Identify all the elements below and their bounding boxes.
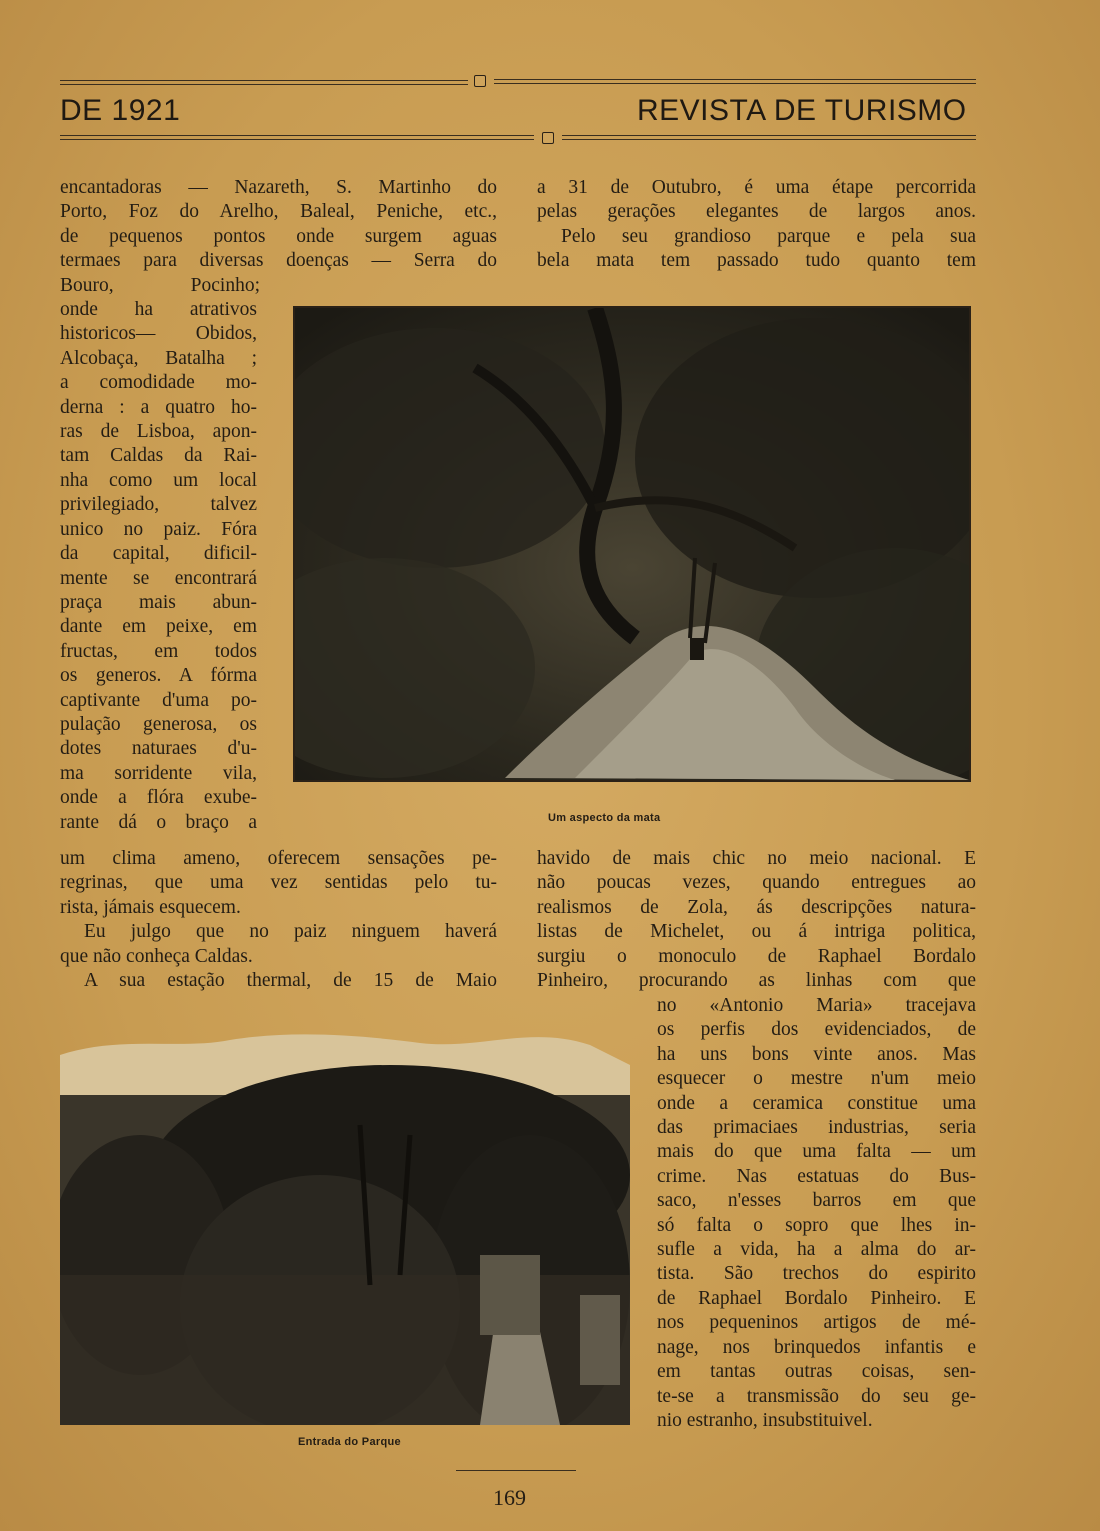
- text-line: a 31 de Outubro, é uma étape percorrida: [537, 177, 976, 198]
- footer-rule: [456, 1470, 576, 1471]
- right-column-narrow-text: [657, 994, 976, 1433]
- text-line: nio estranho, insubstituivel.: [657, 1409, 873, 1431]
- text-line: ha uns bons vinte anos. Mas: [657, 1043, 976, 1065]
- text-line: só falta o sopro que lhes in-: [657, 1214, 976, 1236]
- text-line: Eu julgo que no paiz ninguem haverá: [84, 921, 497, 943]
- text-line: regrinas, que uma vez sentidas pelo tu-: [60, 872, 497, 894]
- text-line: Bouro, Pocinho;: [60, 274, 260, 296]
- header-right-title: REVISTA DE TURISMO: [637, 94, 967, 127]
- text-line: tista. São trechos do espirito: [657, 1263, 976, 1285]
- text-line: os perfis dos evidenciados, de: [657, 1019, 976, 1041]
- text-line: onde ha atrativos: [60, 299, 257, 321]
- text-line: a comodidade mo-: [60, 372, 257, 394]
- text-line: de pequenos pontos onde surgem aguas: [60, 225, 497, 247]
- text-line: crime. Nas estatuas do Bus-: [657, 1165, 976, 1187]
- park-entrance-caption: Entrada do Parque: [298, 1436, 401, 1448]
- text-line: havido de mais chic no meio nacional. E: [537, 848, 976, 869]
- text-line: ma sorridente vila,: [60, 762, 257, 784]
- text-line: praça mais abun-: [60, 591, 257, 613]
- text-line: Pelo seu grandioso parque e pela sua: [561, 225, 976, 247]
- text-line: Porto, Foz do Arelho, Baleal, Peniche, etc.,: [60, 201, 497, 223]
- header-left-date: DE 1921: [60, 94, 181, 127]
- header-top-rule-left: [60, 80, 468, 81]
- forest-photo-caption: Um aspecto da mata: [548, 812, 661, 824]
- text-line: rista, jámais esquecem.: [60, 896, 241, 918]
- text-line: rante dá o braço a: [60, 811, 257, 833]
- page-number: 169: [493, 1485, 526, 1510]
- text-line: ras de Lisboa, apon-: [60, 421, 257, 443]
- text-line: unico no paiz. Fóra: [60, 518, 257, 540]
- header-top-rule-left-thin: [60, 84, 468, 85]
- text-line: surgiu o monoculo de Raphael Bordalo: [537, 945, 976, 967]
- text-line: pulação generosa, os: [60, 713, 257, 735]
- text-line: de Raphael Bordalo Pinheiro. E: [657, 1287, 976, 1309]
- header-ornament-top: [474, 75, 486, 87]
- text-line: que não conheça Caldas.: [60, 945, 253, 967]
- park-entrance-illustration: [60, 1025, 630, 1425]
- text-line: nha como um local: [60, 469, 257, 491]
- forest-photo: [293, 306, 971, 782]
- right-column-mid-text: [537, 847, 976, 993]
- text-line: listas de Michelet, ou á intriga politica,: [537, 921, 976, 943]
- text-line: não poucas vezes, quando entregues ao: [537, 872, 976, 894]
- text-line: um clima ameno, oferecem sensações pe-: [60, 848, 497, 869]
- text-line: Pinheiro, procurando as linhas com que: [537, 970, 976, 992]
- left-column-full-text: [60, 847, 497, 993]
- text-line: tam Caldas da Rai-: [60, 445, 257, 467]
- header-bottom-rule-left: [60, 135, 534, 140]
- text-line: em tantas outras coisas, sen-: [657, 1361, 976, 1383]
- text-line: privilegiado, talvez: [60, 494, 257, 516]
- text-line: onde a flóra exube-: [60, 787, 257, 809]
- text-line: nos pequeninos artigos de mé-: [657, 1312, 976, 1334]
- text-line: dante em peixe, em: [60, 616, 257, 638]
- text-line: dotes naturaes d'u-: [60, 738, 257, 760]
- text-line: A sua estação thermal, de 15 de Maio: [84, 970, 497, 992]
- text-line: captivante d'uma po-: [60, 689, 257, 711]
- text-line: os generos. A fórma: [60, 665, 257, 687]
- text-line: realismos de Zola, ás descripções natura-: [537, 896, 976, 918]
- text-line: esquecer o mestre n'um meio: [657, 1068, 976, 1090]
- text-line: historicos— Obidos,: [60, 323, 257, 345]
- text-line: mente se encontrará: [60, 567, 257, 589]
- text-line: termaes para diversas doenças — Serra do: [60, 250, 497, 272]
- text-line: fructas, em todos: [60, 640, 257, 662]
- forest-illustration: [295, 308, 969, 780]
- text-line: nage, nos brinquedos infantis e: [657, 1336, 976, 1358]
- text-line: no «Antonio Maria» tracejava: [657, 995, 976, 1016]
- text-line: saco, n'esses barros em que: [657, 1190, 976, 1212]
- text-line: Alcobaça, Batalha ;: [60, 347, 257, 369]
- park-entrance-photo: [60, 1025, 630, 1425]
- text-line: onde a ceramica constitue uma: [657, 1092, 976, 1114]
- text-line: das primaciaes industrias, seria: [657, 1117, 976, 1139]
- text-line: encantadoras — Nazareth, S. Martinho do: [60, 177, 497, 198]
- text-line: mais do que uma falta — um: [657, 1141, 976, 1163]
- text-line: bela mata tem passado tudo quanto tem: [537, 250, 976, 272]
- text-line: sufle a vida, ha a alma do ar-: [657, 1239, 976, 1261]
- header-ornament-bottom: [542, 132, 554, 144]
- text-line: pelas gerações elegantes de largos anos.: [537, 201, 976, 223]
- text-line: da capital, dificil-: [60, 543, 257, 565]
- header-bottom-rule-right: [562, 135, 976, 140]
- text-line: te-se a transmissão do seu ge-: [657, 1385, 976, 1407]
- header-top-rule-right: [494, 79, 976, 84]
- right-column-top-text: [537, 176, 976, 274]
- text-line: derna : a quatro ho-: [60, 396, 257, 418]
